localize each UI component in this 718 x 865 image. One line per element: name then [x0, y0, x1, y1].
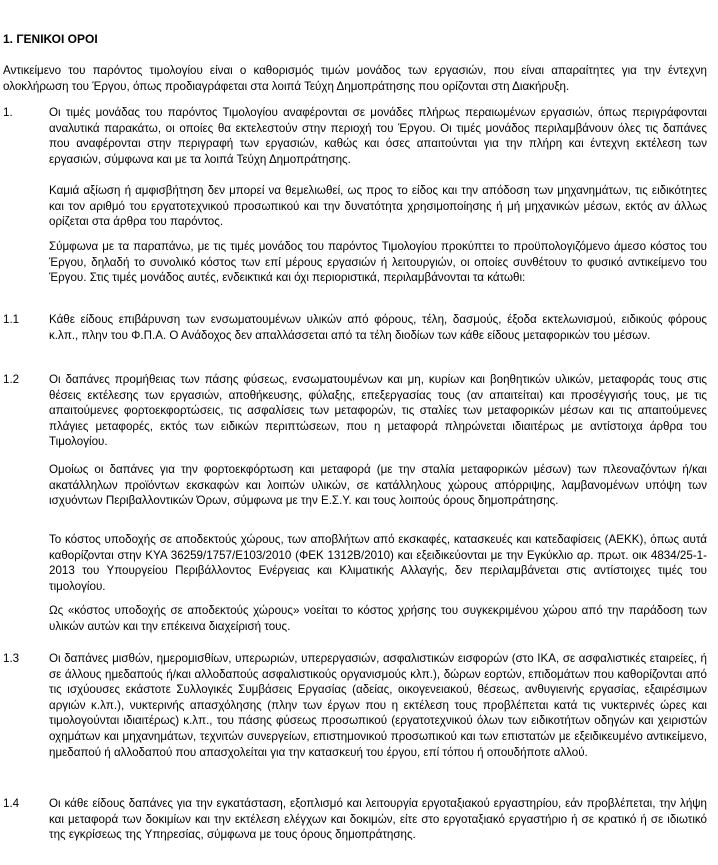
section-paragraph: Οι δαπάνες προμήθειας των πάσης φύσεως, ενσωματουμένων και μη, κυρίων και βοηθητικών υλικών, μεταφοράς τους στις θέσεις εκτέλεσης των εργασιών, αποθήκευσης, φύλαξης, επεξεργασίας τους (αν απαιτείται) και προσέγγισής τους, με τις απαιτούμενες φορτοεκφορτώσεις, τις ασφαλίσεις των μεταφορών, τις σταλίες των μεταφορικών μέσων και τις απαιτούμενες πλάγιες μεταφορές, εκτός των ειδικών περιπτώσεων, που η μεταφορά πληρώνεται ιδιαιτέρως με αντίστοιχα άρθρα του Τιμολογίου. [49, 373, 707, 449]
section-paragraph: Το κόστος υποδοχής σε αποδεκτούς χώρους, των αποβλήτων από εκσκαφές, κατασκευές και κατεδαφίσεις (ΑΕΚΚ), όπως αυτά καθορίζονται στην ΚΥΑ 36259/1757/Ε103/2010 (ΦΕΚ 1312Β/2010) και εξειδικεύονται με την Εγκύκλιο αρ. πρωτ. οικ 4834/25-1-2013 του Υπουργείου Περιβάλλοντος Ενέργειας και Κλιματικής Αλλαγής, δεν περιλαμβάνεται στις αντίστοιχες τιμές του τιμολογίου. [49, 533, 707, 593]
section-paragraph: Καμιά αξίωση ή αμφισβήτηση δεν μπορεί να θεμελιωθεί, ως προς το είδος και την απόδοση των μηχανημάτων, τις ειδικότητες και τον αριθμό του εργατοτεχνικού προσωπικού και την δυνατότητα χρησιμοποίησης ή μή μηχανικών μέσων, εκτός αν άλλως ορίζεται στα άρθρα του παρόντος. [49, 184, 707, 229]
section-paragraph: Οι κάθε είδους δαπάνες για την εγκατάσταση, εξοπλισμό και λειτουργία εργοταξιακού εργαστηρίου, εάν προβλέπεται, την λήψη και μεταφορά των δοκιμίων και την εκτέλεση ελέγχων και δοκιμών, είτε στο εργοταξιακό εργαστήριο ή σε κρατικό ή σε ιδιωτικό της εγκρίσεως της Υπηρεσίας, σύμφωνα με τους όρους δημοπράτησης. [49, 797, 707, 842]
intro-paragraph: Αντικείμενο του παρόντος τιμολογίου είναι ο καθορισμός τιμών μονάδος των εργασιών, που είναι απαραίτητες για την έντεχνη ολοκλήρωση του Έργου, όπως προδιαγράφεται στα λοιπά Τεύχη Δημοπράτησης που ορίζονται στη Διακήρυξη. [3, 64, 707, 93]
section-number: 1.3 [3, 652, 20, 665]
section-number: 1.2 [3, 373, 20, 386]
section-paragraph: Οι δαπάνες μισθών, ημερομισθίων, υπερωριών, υπερεργασιών, ασφαλιστικών εισφορών (στο ΙΚΑ, σε ασφαλιστικές εταιρείες, ή σε άλλους ημεδαπούς ή/και αλλοδαπούς ασφαλιστικούς οργανισμούς κλπ.), δώρων εορτών, επιδομάτων που καθορίζονται από τις ισχύουσες εκάστοτε Συλλογικές Συμβάσεις Εργασίας (αδείας, οικογενειακού, θέσεως, ανθυγιεινής εργασίας, εξαιρέσιμων αργιών κ.λπ.), νυκτερινής απασχόλησης (πλην των έργων που η εκτέλεση τους προβλέπεται κατά τις νυκτερινές ώρες και τιμολογούνται ιδιαιτέρως) κ.λπ., του πάσης φύσεως προσωπικού (εργατοτεχνικού όλων των ειδικοτήτων οδηγών και χειριστών οχημάτων και μηχανημάτων, τεχνιτών συνεργείων, επιστημονικού προσωπικού και των επιστατών με εξειδικευμένο αντικείμενο, ημεδαπού ή αλλοδαπού που απασχολείται για την κατασκευή του έργου, επί τόπου ή οπουδήποτε αλλού. [49, 652, 707, 759]
section-heading: 1. ΓΕΝΙΚΟΙ ΟΡΟΙ [3, 32, 98, 46]
section-number: 1.4 [3, 797, 20, 810]
section-paragraph: Κάθε είδους επιβάρυνση των ενσωματουμένων υλικών από φόρους, τέλη, δασμούς, έξοδα εκτελωνισμού, ειδικούς φόρους κ.λπ., πλην του Φ.Π.Α. Ο Ανάδοχος δεν απαλλάσσεται από τα τέλη διοδίων των κάθε είδους μεταφορικών του μέσων. [49, 313, 707, 342]
section-paragraph: Οι τιμές μονάδας του παρόντος Τιμολογίου αναφέρονται σε μονάδες πλήρως περαιωμένων εργασιών, όπως περιγράφονται αναλυτικά παρακάτω, οι οποίες θα εκτελεστούν στην περιοχή του Έργου. Οι τιμές μονάδος περιλαμβάνουν όλες τις δαπάνες που αναφέρονται στην περιγραφή των εργασιών, καθώς και όσες απαιτούνται για την πλήρη και έντεχνη εκτέλεση των εργασιών, σύμφωνα και με τα λοιπά Τεύχη Δημοπράτησης. [49, 106, 707, 166]
section-number: 1.1 [3, 313, 20, 326]
section-paragraph: Ως «κόστος υποδοχής σε αποδεκτούς χώρους» νοείται το κόστος χρήσης του συγκεκριμένου χώρου από την παράδοση των υλικών αυτών και την επέκεινα διαχείρισή τους. [49, 604, 707, 633]
section-number: 1. [3, 106, 13, 119]
section-paragraph: Σύμφωνα με τα παραπάνω, με τις τιμές μονάδος του παρόντος Τιμολογίου προκύπτει το προϋπολογιζόμενο άμεσο κόστος του Έργου, δηλαδή το συνολικό κόστος των επί μέρους εργασιών ή λειτουργιών, οι οποίες συνθέτουν το φυσικό αντικείμενο του Έργου. Στις τιμές μονάδος αυτές, ενδεικτικά και όχι περιοριστικά, περιλαμβάνονται τα κάτωθι: [49, 240, 707, 285]
section-paragraph: Ομοίως οι δαπάνες για την φορτοεκφόρτωση και μεταφορά (με την σταλία μεταφορικών μέσων) των πλεοναζόντων ή/και ακατάλληλων προϊόντων εκσκαφών και λοιπών υλικών, σε κατάλληλους χώρους απόρριψης, λαμβανομένων υπόψη των ισχυόντων Περιβαλλοντικών Όρων, σύμφωνα με την Ε.Σ.Υ. και τους λοιπούς όρους δημοπράτησης. [49, 463, 707, 508]
